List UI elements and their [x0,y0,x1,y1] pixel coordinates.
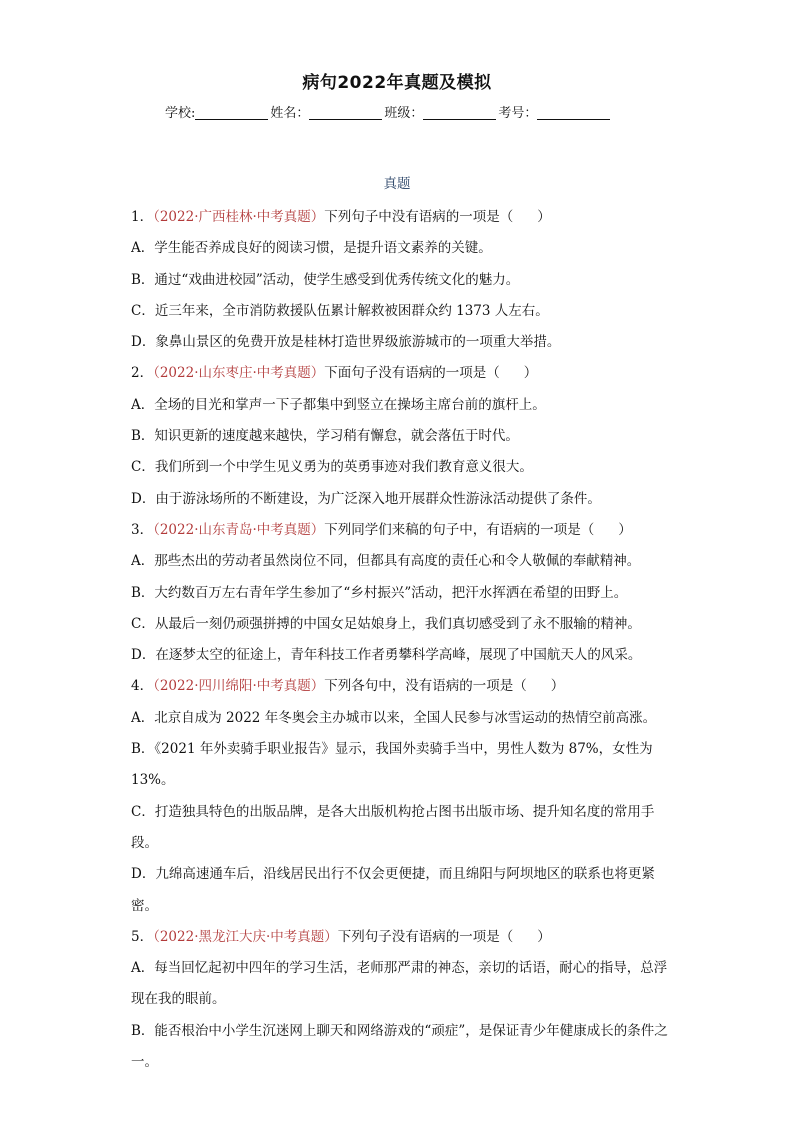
answer-paren: ） [550,678,565,695]
question-stem [131,922,671,953]
question-stem [131,202,671,233]
question-number: 3． [131,521,154,538]
option-c: C．近三年来，全市消防救援队伍累计解救被困群众约 1373 人左右。 [131,302,549,319]
answer-paren: ） [618,521,632,538]
section-title: 真题 [383,176,411,192]
question-text: 下列句子中没有语病的一项是（ [324,209,514,225]
source-paren: ） [310,209,325,225]
question-source: 2022·山东青岛·中考真题 [159,521,311,538]
option-a: A．学生能否养成良好的阅读习惯，是提升语文素养的关键。 [131,240,492,257]
source-paren: ） [324,928,338,945]
id-blank[interactable] [537,106,610,120]
option-a: A．每当回忆起初中四年的学习生活，老师那严肃的神态，亲切的话语，耐心的指导，总浮现在我的眼前。 [131,960,668,1008]
option-b: B．通过“戏曲进校园”活动，使学生感受到优秀传统文化的魅力。 [131,271,520,288]
answer-paren: ） [523,365,538,382]
question-source: 2022·广西桂林·中考真题 [159,209,311,225]
option-a: A．北京自成为 2022 年冬奥会主办城市以来，全国人民参与冰雪运动的热情空前高涨。 [131,709,657,726]
question-list [131,202,671,1078]
option-b: B．《2021 年外卖骑手职业报告》显示，我国外卖骑手当中，男性人数为 87%，女性为 13%。 [131,741,653,789]
id-label: 考号： [498,106,538,121]
question-stem [131,671,671,702]
option-d: D．在逐梦太空的征途上，青年科技工作者勇攀科学高峰，展现了中国航天人的风采。 [131,647,642,664]
question-number: 5． [131,928,154,945]
question-source: 2022·四川绵阳·中考真题 [159,678,311,695]
name-blank[interactable] [309,106,382,120]
answer-paren: ） [537,209,551,225]
source-paren: （ [153,365,160,382]
source-paren: （ [153,209,160,225]
page-title: 病句2022年真题及模拟 [302,73,492,93]
option-c: C．从最后一刻仍顽强拼搏的中国女足姑娘身上，我们真切感受到了永不服输的精神。 [131,615,641,632]
question-text: 下列句子没有语病的一项是（ [337,928,514,945]
question-text: 下列各句中，没有语病的一项是（ [324,678,527,695]
option-c: C．我们所到一个中学生见义勇为的英勇事迹对我们教育意义很大。 [131,459,533,476]
question-source: 2022·黑龙江大庆·中考真题 [159,928,325,945]
school-blank[interactable] [195,106,268,120]
option-d: D．由于游泳场所的不断建设，为广泛深入地开展群众性游泳活动提供了条件。 [131,490,601,507]
option-a: A．全场的目光和掌声一下子都集中到竖立在操场主席台前的旗杆上。 [131,396,546,413]
option-c: C．打造独具特色的出版品牌，是各大出版机构抢占图书出版市场、提升知名度的常用手段。 [131,803,655,851]
question-stem [131,358,671,389]
question-number: 1． [131,209,154,225]
source-paren: （ [153,521,160,538]
source-paren: ） [310,365,325,382]
source-paren: ） [310,678,325,695]
class-label: 班级： [384,106,424,121]
class-blank[interactable] [423,106,496,120]
option-b: B．大约数百万左右青年学生参加了“乡村振兴”活动，把汗水挥洒在希望的田野上。 [131,584,628,601]
option-d: D．九绵高速通车后，沿线居民出行不仅会更便捷，而且绵阳与阿坝地区的联系也将更紧密。 [131,866,655,914]
option-b: B．知识更新的速度越来越快，学习稍有懈怠，就会落伍于时代。 [131,428,519,445]
question-source: 2022·山东枣庄·中考真题 [159,365,311,382]
option-b: B．能否根治中小学生沉迷网上聊天和网络游戏的“顽症”，是保证青少年健康成长的条件之一。 [131,1022,668,1071]
question-text: 下面句子没有语病的一项是（ [324,365,500,382]
source-paren: （ [153,928,160,945]
question-number: 4． [131,678,154,695]
school-label: 学校: [165,106,196,121]
source-paren: ） [310,521,325,538]
name-label: 姓名： [270,106,310,121]
option-d: D．象鼻山景区的免费开放是桂林打造世界级旅游城市的一项重大举措。 [131,334,561,351]
student-info-row [165,102,645,121]
source-paren: （ [153,678,160,695]
question-number: 2． [131,365,154,382]
option-a: A．那些杰出的劳动者虽然岗位不同，但都具有高度的责任心和令人敬佩的奉献精神。 [131,553,641,570]
question-stem [131,515,671,546]
answer-paren: ） [537,928,551,945]
question-text: 下列同学们来稿的句子中，有语病的一项是（ [324,521,595,538]
